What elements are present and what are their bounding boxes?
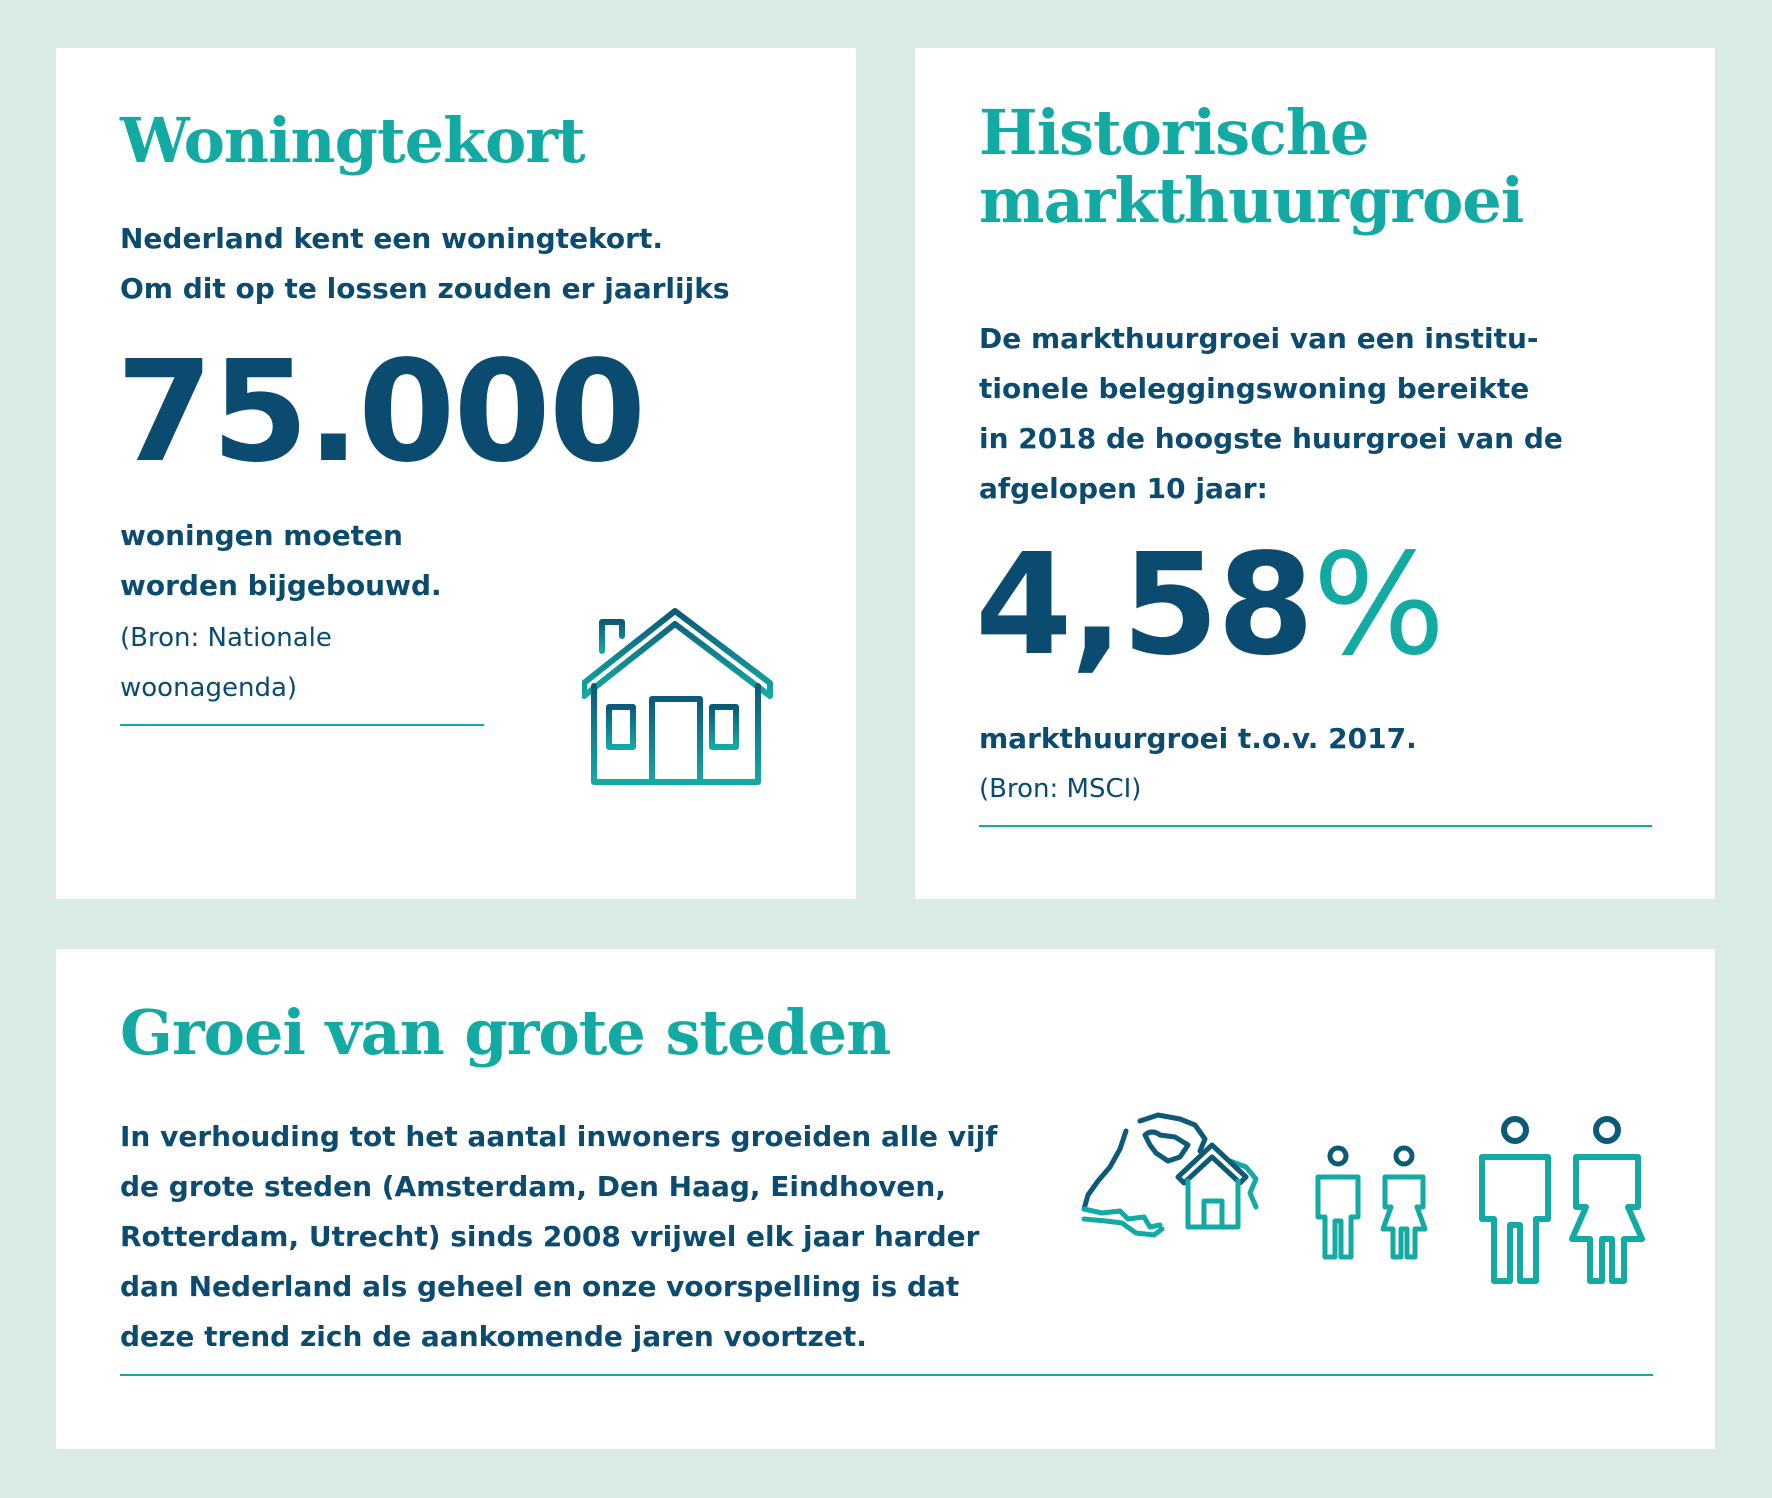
woningtekort-card — [56, 48, 856, 899]
steden-body-line-5: deze trend zich de aankomende jaren voortzet. — [120, 1320, 867, 1353]
markthuurgroei-value: 4,58 — [975, 524, 1313, 687]
house-icon — [582, 608, 776, 788]
steden-divider — [120, 1374, 1653, 1376]
markthuurgroei-intro-line-3: in 2018 de hoogste huurgroei van de — [979, 422, 1563, 455]
markthuurgroei-divider — [979, 825, 1652, 827]
percent-sign: % — [1312, 524, 1444, 687]
steden-body-line-2: de grote steden (Amsterdam, Den Haag, Eindhoven, — [120, 1170, 946, 1203]
small-woman-icon — [1379, 1145, 1429, 1263]
markthuurgroei-source: (Bron: MSCI) — [979, 774, 1142, 804]
woningtekort-source-line-1: (Bron: Nationale — [120, 623, 332, 653]
woningtekort-intro-line-1: Nederland kent een woningtekort. — [120, 222, 663, 255]
markthuurgroei-intro-line-1: De markthuurgroei van een institu- — [979, 322, 1539, 355]
markthuurgroei-title-line-2: markthuurgroei — [979, 164, 1524, 237]
markthuurgroei-intro-line-4: afgelopen 10 jaar: — [979, 472, 1268, 505]
woningtekort-outro-line-1: woningen moeten — [120, 519, 403, 552]
steden-title: Groei van grote steden — [120, 996, 891, 1069]
markthuurgroei-card — [915, 48, 1715, 899]
steden-body-line-3: Rotterdam, Utrecht) sinds 2008 vrijwel elk jaar harder — [120, 1220, 980, 1253]
markthuurgroei-number — [975, 524, 1444, 687]
woningtekort-number: 75.000 — [116, 331, 645, 494]
woningtekort-intro-line-2: Om dit op te lossen zouden er jaarlijks — [120, 272, 730, 305]
woningtekort-title: Woningtekort — [120, 104, 585, 177]
steden-body-line-1: In verhouding tot het aantal inwoners groeiden alle vijf — [120, 1120, 998, 1153]
small-man-icon — [1315, 1145, 1361, 1263]
woningtekort-outro-line-2: worden bijgebouwd. — [120, 569, 442, 602]
markthuurgroei-outro: markthuurgroei t.o.v. 2017. — [979, 722, 1417, 755]
netherlands-map-house-icon — [1080, 1109, 1300, 1239]
man-icon — [1478, 1115, 1552, 1287]
markthuurgroei-intro-line-2: tionele beleggingswoning bereikte — [979, 372, 1530, 405]
woman-icon — [1568, 1115, 1646, 1287]
steden-card — [56, 949, 1715, 1449]
woningtekort-source-line-2: woonagenda) — [120, 673, 298, 703]
markthuurgroei-title-line-1: Historische — [979, 96, 1369, 169]
steden-body-line-4: dan Nederland als geheel en onze voorspelling is dat — [120, 1270, 960, 1303]
woningtekort-divider — [120, 724, 484, 726]
